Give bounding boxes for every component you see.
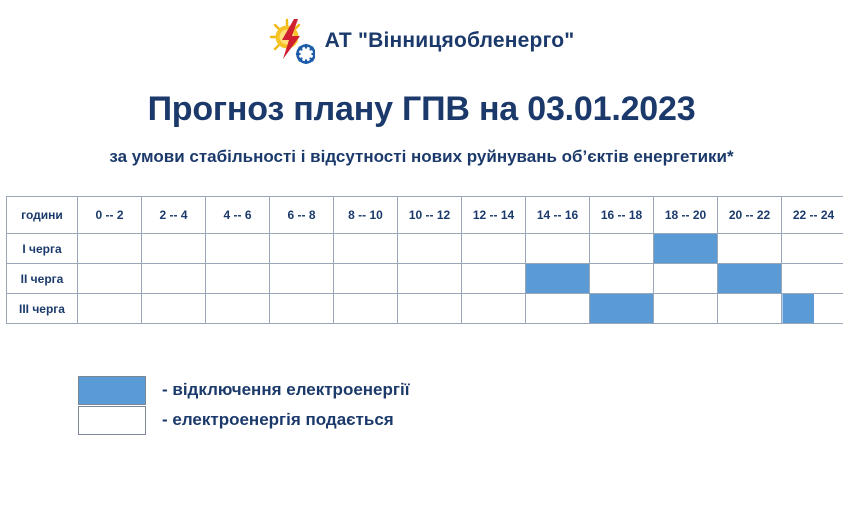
table-row	[7, 234, 843, 264]
hour-header-9: 18 -- 20	[654, 197, 718, 234]
hour-header-2: 4 -- 6	[206, 197, 270, 234]
cell-q1-h10	[718, 234, 782, 264]
cell-q2-h11	[782, 264, 843, 294]
hour-header-6: 12 -- 14	[462, 197, 526, 234]
cell-q3-h0	[78, 294, 142, 324]
legend-label-supplied: - електроенергія подається	[162, 410, 394, 429]
cell-q1-h8	[590, 234, 654, 264]
hour-header-10: 20 -- 22	[718, 197, 782, 234]
brand-header	[0, 0, 843, 64]
queue-label-2: II черга	[7, 264, 78, 294]
cell-q1-h3	[270, 234, 334, 264]
table-header-row	[7, 197, 843, 234]
cell-q3-h1	[142, 294, 206, 324]
cell-q3-h6	[462, 294, 526, 324]
cell-q2-h1	[142, 264, 206, 294]
sun-gear-bolt-logo-icon	[269, 18, 315, 64]
hour-header-3: 6 -- 8	[270, 197, 334, 234]
cell-q1-h6	[462, 234, 526, 264]
cell-q3-h3	[270, 294, 334, 324]
cell-q1-h0	[78, 234, 142, 264]
table-body	[7, 234, 843, 324]
table-row	[7, 264, 843, 294]
cell-q2-h9	[654, 264, 718, 294]
cell-q1-h7	[526, 234, 590, 264]
cell-q2-h6	[462, 264, 526, 294]
hour-header-11: 22 -- 24	[782, 197, 843, 234]
cell-q2-h10	[718, 264, 782, 294]
table-corner-label: години	[7, 197, 78, 234]
cell-q1-h11	[782, 234, 843, 264]
cell-q1-h1	[142, 234, 206, 264]
legend-swatch-supplied	[78, 406, 146, 435]
legend-item-outage	[78, 375, 409, 405]
legend-label-outage: - відключення електроенергії	[162, 380, 410, 399]
brand-name: АТ "Вінницяобленерго"	[324, 29, 575, 52]
hour-header-7: 14 -- 16	[526, 197, 590, 234]
cell-q2-h7	[526, 264, 590, 294]
hour-header-8: 16 -- 18	[590, 197, 654, 234]
cell-q2-h0	[78, 264, 142, 294]
legend-swatch-outage	[78, 376, 146, 405]
cell-q3-h4	[334, 294, 398, 324]
hour-header-4: 8 -- 10	[334, 197, 398, 234]
page-title: Прогноз плану ГПВ на 03.01.2023	[147, 90, 696, 128]
cell-q1-h9	[654, 234, 718, 264]
legend-item-supplied	[78, 405, 409, 435]
cell-q2-h8	[590, 264, 654, 294]
cell-q3-h8	[590, 294, 654, 324]
hour-header-0: 0 -- 2	[78, 197, 142, 234]
cell-q3-h7	[526, 294, 590, 324]
page-subtitle: за умови стабільності і відсутності нових руйнувань об’єктів енергетики*	[109, 147, 734, 166]
cell-q3-h9	[654, 294, 718, 324]
cell-q3-h11	[782, 294, 843, 324]
cell-q2-h2	[206, 264, 270, 294]
cell-q1-h5	[398, 234, 462, 264]
queue-label-1: I черга	[7, 234, 78, 264]
hour-header-1: 2 -- 4	[142, 197, 206, 234]
cell-q3-h5	[398, 294, 462, 324]
hour-header-5: 10 -- 12	[398, 197, 462, 234]
cell-q3-h10	[718, 294, 782, 324]
schedule-table-wrapper	[6, 196, 838, 324]
cell-q2-h3	[270, 264, 334, 294]
legend	[78, 375, 409, 435]
cell-q3-h2	[206, 294, 270, 324]
queue-label-3: III черга	[7, 294, 78, 324]
cell-q1-h4	[334, 234, 398, 264]
cell-q2-h5	[398, 264, 462, 294]
table-row	[7, 294, 843, 324]
cell-q2-h4	[334, 264, 398, 294]
schedule-table	[6, 196, 843, 324]
cell-q1-h2	[206, 234, 270, 264]
